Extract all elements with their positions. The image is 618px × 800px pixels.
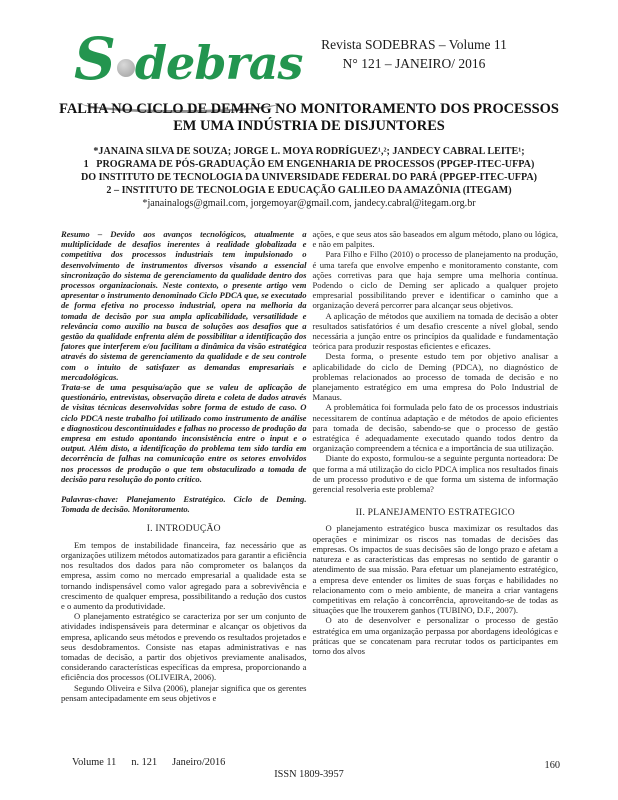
footer-volume-line — [72, 757, 225, 768]
journal-issue-line: N° 121 – JANEIRO/ 2016 — [342, 55, 486, 71]
journal-info — [308, 36, 520, 73]
keywords: Palavras-chave: Planejamento Estratégico. Ciclo de Deming. Tomada de decisão. Monitoramento. — [61, 494, 307, 515]
section-heading-introduction: I. INTRODUÇÃO — [146, 523, 221, 535]
abstract-paragraph-1: Resumo – Devido aos avanços tecnológicos, atualmente a multiplicidade de desafios inerentes à realidade globalizada e competitiva dos processos industriais tem impulsionado o desenvolvimento de instrumentos diversos visando a essencial sincronização do sistema de gerenciamento da qualidade dentro dos processos organizacionais. Neste contexto, o presente artigo vem apresentar o instrumento denominado Ciclo PDCA que, se executado de forma efetiva no processo industrial, opera na melhoria da tomada de decisão por sua ampla aplicabilidade, versatilidade e relevância como auxílio na busca de soluções aos desafios que a gestão da qualidade enfrenta além de possibilitar a identificação dos fatores que interferem e/ou facilitam a dinâmica da visão estratégica através do sistema de gerenciamento da qualidade e de seu controle com o intuito de satisfazer as demandas empresariais e mercadológicas. — [61, 229, 307, 382]
intro-paragraph-3: Segundo Oliveira e Silva (2006), planejar significa que os gerentes pensam antecipadamente em seus objetivos e — [61, 682, 307, 703]
affiliation-1b: DO INSTITUTO DE TECNOLOGIA DA UNIVERSIDADE FEDERAL DO PARÁ (PPGEP-ITEC-UFPA) — [80, 171, 538, 183]
journal-volume-line: Revista SODEBRAS – Volume 11 — [321, 37, 507, 52]
sodebras-logo — [74, 25, 303, 108]
right-column — [313, 229, 559, 703]
abstract-paragraph-2: Trata-se de uma pesquisa/ação que se valeu de aplicação de questionário, entrevistas, observação direta e coleta de dados através de visitas técnicas desenvolvidas sobre forma de estudo de caso. O ciclo PDCA neste trabalho foi utilizado como instrumento de análise e diagnosticou descontinuidades e falhas no processo de produção da empresa em estudo apontando inconsistência entre o input e o output. Além disto, a identificação do problema tem sido tardia em decorrência de falhas na comunicação entre os setores envolvidos nos processos de produção o que tem obstaculizado a tomada de decisão para resolução do ponto crítico. — [61, 382, 307, 484]
planning-paragraph-1: O planejamento estratégico busca maximizar os resultados das operações e minimizar os riscos nas tomadas de decisões das empresas. Os impactos de suas decisões são de longo prazo e afetam a natureza e as características das empresas no sentido de garantir o atendimento de sua missão. Para efetuar um planejamento estratégico, a empresa deve entender os limites de suas forças e habilidades no relacionamento com o meio ambiente, de maneira a criar vantagens competitivas em relação à concorrência, aproveitando-se de todas as situações que lhe trouxerem ganhos (TUBINO, D.F., 2007). — [312, 523, 558, 616]
intro-paragraph-2: O planejamento estratégico se caracteriza por ser um conjunto de atividades indispensáveis para determinar e alcançar os objetivos da empresa, aplicando seus métodos e prevendo os resultados projetados e seus desdobramentos. Consiste nas etapas administrativas e nas tomadas de decisão, a partir dos objetivos previamente analisados, considerando características específicas da empresa, proporcionando a eficiência dos processos (OLIVEIRA, 2006). — [61, 611, 307, 683]
footer-volume: Volume 11 — [72, 757, 117, 768]
right-paragraph-3: A aplicação de métodos que auxiliem na tomada de decisão a obter resultados satisfatórios é um desafio crescente a nível global, sendo necessária a junção entre os princípios da qualidade e fundamentação teórica para produzir respostas eficientes e eficazes. — [312, 310, 558, 352]
authors-names: *JANAINA SILVA DE SOUZA; JORGE L. MOYA RODRÍGUEZ¹,²; JANDECY CABRAL LEITE¹; — [93, 146, 525, 157]
paper-title: FALHA NO CICLO DE DEMING NO MONITORAMENTO DOS PROCESSOS EM UMA INDÚSTRIA DE DISJUNTORES — [59, 101, 559, 134]
logo-letter-s: S — [74, 25, 116, 93]
right-paragraph-continuation: ações, e que seus atos são baseados em algum método, plano ou lógica, e não em palpites. — [312, 229, 558, 250]
logo-ball-icon — [117, 59, 135, 77]
right-paragraph-5: A problemática foi formulada pelo fato de os processos industriais necessitarem de contínua adaptação e de métodos de apoio eficientes para tomada de decisão, sabendo-se que o processo de gestão estratégica é adequadamente executado quando todos dentro da organização compreendem a técnica e a importância de sua utilização. — [312, 402, 558, 454]
right-paragraph-2: Para Filho e Filho (2010) o processo de planejamento na produção, é uma tarefa que envolve empenho e monitoramento constante, com ações corretivas para que haja sempre uma melhoria contínua. Podendo o ciclo de Deming ser aplicado a qualquer projeto empresarial possibilitando prever e identificar o caminho que a organização deverá percorrer para alcançar seus objetivos. — [312, 249, 558, 311]
affiliation-1: 1 PROGRAMA DE PÓS-GRADUAÇÃO EM ENGENHARIA DE PROCESSOS (PPGEP-ITEC-UFPA) — [83, 158, 535, 170]
planning-paragraph-2: O ato de desenvolver e personalizar o processo de gestão estratégica em uma organização perpassa por abordagens ideológicas e práticas que se concatenam para recrutar todos os participantes em torno dos alvos — [312, 615, 558, 656]
page-number: 160 — [544, 760, 560, 771]
left-column — [61, 229, 307, 703]
affiliation-2: 2 – INSTITUTO DE TECNOLOGIA E EDUCAÇÃO GALILEO DA AMAZÔNIA (ITEGAM) — [106, 184, 512, 196]
author-emails: *janainalogs@gmail.com, jorgemoyar@gmail.com, jandecy.cabral@itegam.org.br — [142, 197, 476, 209]
right-paragraph-4: Desta forma, o presente estudo tem por objetivo analisar a aplicabilidade do ciclo de Deming (PDCA), no diagnóstico de problemas relacionados ao processo de tomada de decisão e no planejamento estratégico em uma empresa do Polo Industrial de Manaus. — [312, 351, 558, 403]
footer-date: Janeiro/2016 — [172, 757, 226, 768]
intro-paragraph-1: Em tempos de instabilidade financeira, faz necessário que as organizações utilizem métodos automatizados para garantir a eficiência nos resultados dos dados para não comprometer os balanços da empresa, assim como no mercado empresarial a qualidade esta se tornando indispensável como valor agregado para a sobrevivência e crescimento de qualquer empresa, possibilitando a redução dos custos e o aumento da produtividade. — [61, 539, 307, 611]
section-heading-planning: II. PLANEJAMENTO ESTRATEGICO — [355, 507, 515, 519]
footer-number: n. 121 — [131, 757, 158, 768]
authors-block — [30, 146, 588, 211]
logo-rest-text: debras — [134, 36, 303, 90]
right-paragraph-6: Diante do exposto, formulou-se a seguinte pergunta norteadora: De que forma a má utilização do ciclo PDCA implica nos resultados finais de um processo produtivo e de que forma um sistema de informação gerencial resolveria este problema? — [312, 453, 558, 495]
abstract — [61, 229, 307, 484]
footer-issn: ISSN 1809-3957 — [274, 769, 344, 780]
article-body — [61, 229, 558, 703]
